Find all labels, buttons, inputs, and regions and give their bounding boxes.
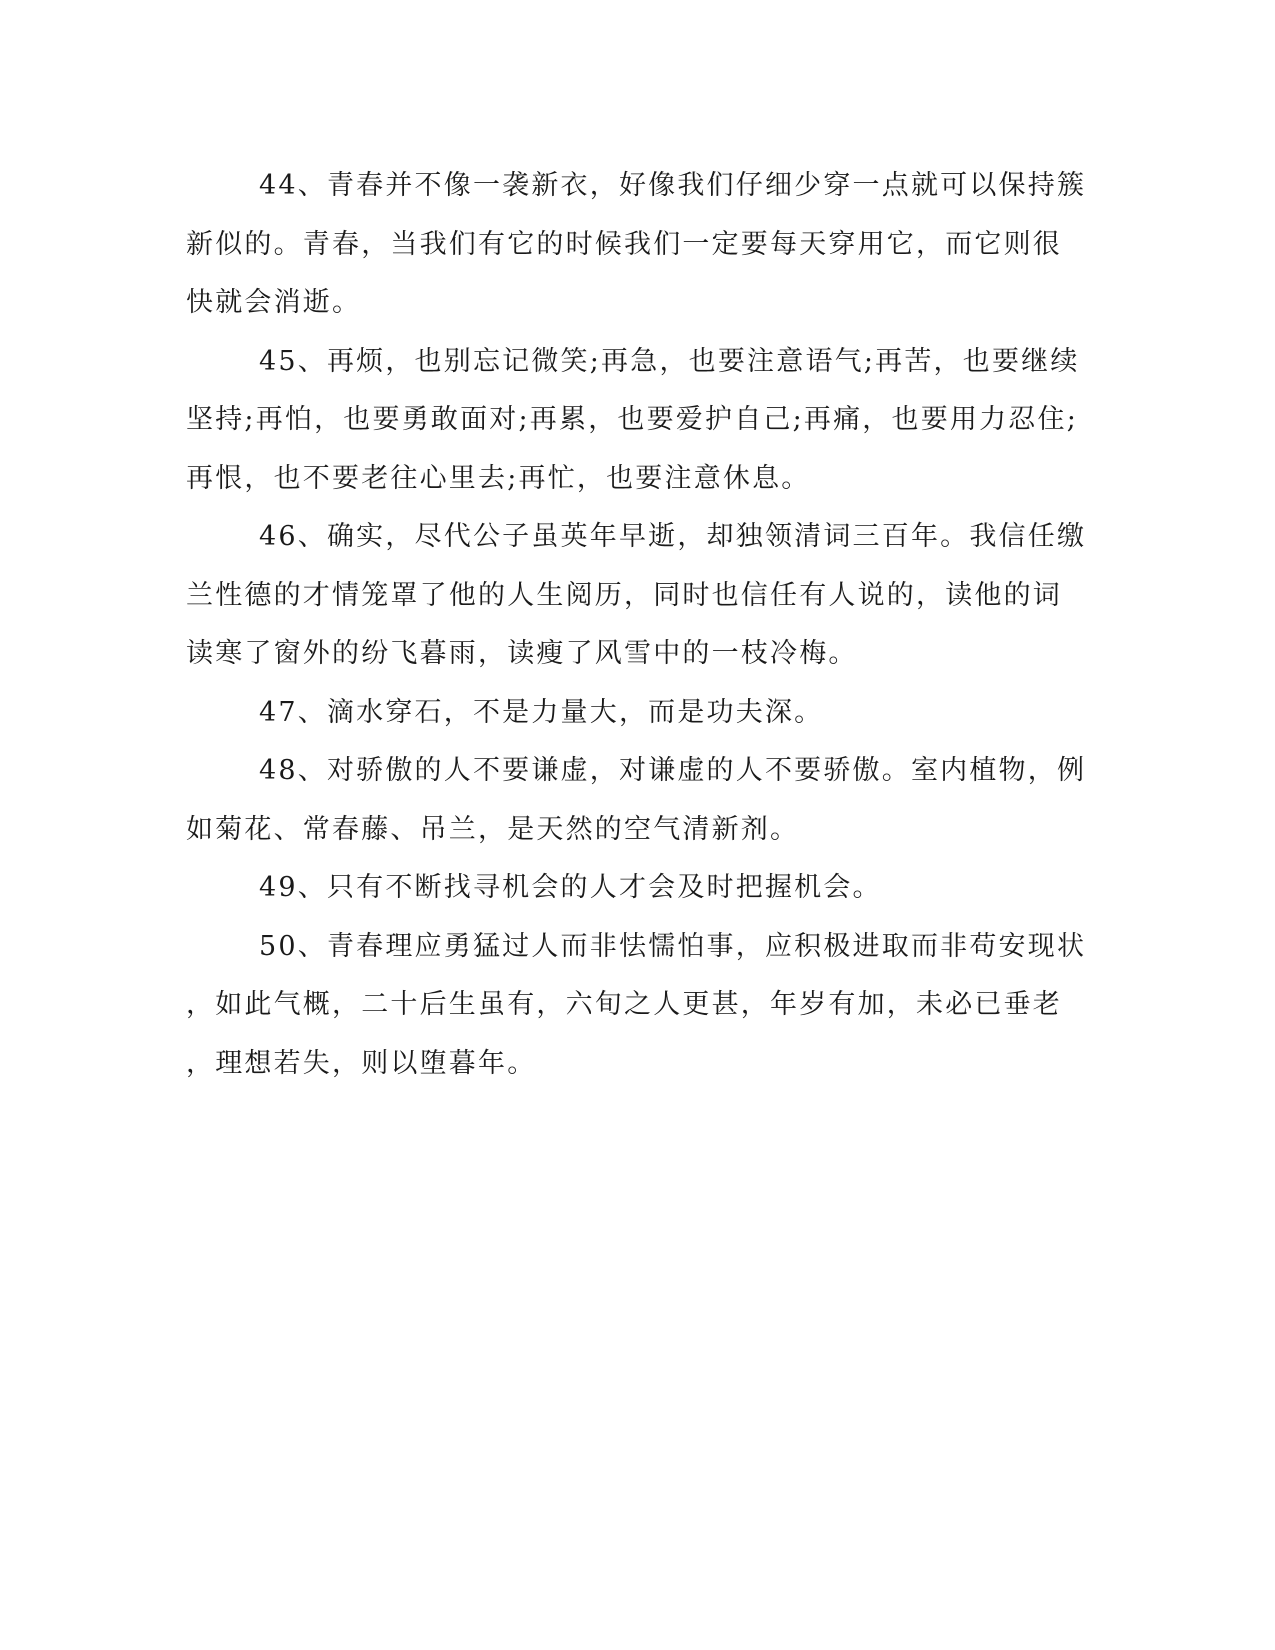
text-line: 兰性德的才情笼罩了他的人生阅历，同时也信任有人说的，读他的词	[186, 579, 1062, 611]
text-line: 49、只有不断找寻机会的人才会及时把握机会。	[259, 872, 882, 903]
paragraph-44	[186, 157, 1087, 333]
text-line: 快就会消逝。	[186, 287, 362, 318]
paragraph-48	[186, 742, 1087, 859]
paragraph-46	[186, 508, 1087, 684]
text-line: ，如此气概，二十后生虽有，六旬之人更甚，年岁有加，未必已垂老	[186, 989, 1062, 1020]
text-line: ，理想若失，则以堕暮年。	[186, 1047, 537, 1079]
paragraph-49	[186, 859, 1062, 918]
text-line: 48、对骄傲的人不要谦虚，对谦虚的人不要骄傲。室内植物，例	[259, 755, 1087, 786]
paragraph-45	[186, 333, 1080, 509]
text-line: 44、青春并不像一袭新衣，好像我们仔细少穿一点就可以保持簇	[259, 170, 1087, 201]
document-body	[186, 157, 1087, 1093]
paragraph-50	[186, 918, 1087, 1094]
text-line: 如菊花、常春藤、吊兰，是天然的空气清新剂。	[186, 813, 800, 845]
text-line: 再恨，也不要老往心里去;再忙，也要注意休息。	[186, 462, 811, 494]
text-line: 47、滴水穿石，不是力量大，而是功夫深。	[259, 696, 824, 728]
text-line: 45、再烦，也别忘记微笑;再急，也要注意语气;再苦，也要继续	[259, 345, 1080, 377]
text-line: 新似的。青春，当我们有它的时候我们一定要每天穿用它，而它则很	[186, 228, 1062, 260]
text-line: 坚持;再怕，也要勇敢面对;再累，也要爱护自己;再痛，也要用力忍住;	[186, 404, 1078, 435]
text-line: 读寒了窗外的纷飞暮雨，读瘦了风雪中的一枝冷梅。	[186, 638, 858, 669]
text-line: 50、青春理应勇猛过人而非怯懦怕事，应积极进取而非苟安现状	[259, 930, 1087, 962]
text-line: 46、确实，尽代公子虽英年早逝，却独领清词三百年。我信任缴	[259, 521, 1087, 552]
paragraph-47	[186, 684, 1062, 743]
